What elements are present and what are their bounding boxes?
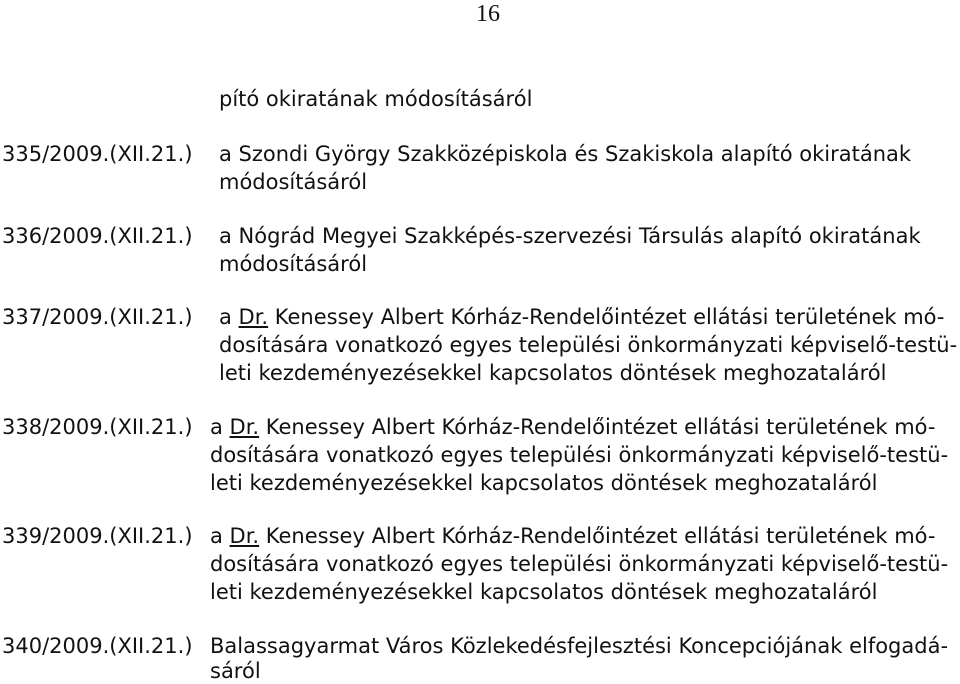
resolution-text-line: a Dr. Kenessey Albert Kórház-Rendelőintézet ellátási területének mó- bbox=[210, 524, 936, 548]
page-number: 16 bbox=[476, 1, 500, 27]
resolution-text-line: a Nógrád Megyei Szakképés-szervezési Társulás alapító okiratának bbox=[219, 224, 921, 248]
resolution-text-line: a Szondi György Szakközépiskola és Szakiskola alapító okiratának bbox=[219, 142, 912, 166]
resolution-text-line: dosítására vonatkozó egyes települési önkormányzati képviselő-testü- bbox=[210, 552, 949, 576]
resolution-number: 336/2009.(XII.21.) bbox=[2, 224, 193, 248]
resolution-text-line: Balassagyarmat Város Közlekedésfejlesztési Koncepciójának elfogadá- bbox=[210, 634, 949, 658]
dr-abbreviation: Dr. bbox=[229, 415, 260, 439]
resolution-text-line: dosítására vonatkozó egyes települési önkormányzati képviselő-testü- bbox=[210, 443, 949, 467]
resolution-text-line: sáról bbox=[210, 659, 261, 683]
resolution-text-line: leti kezdeményezésekkel kapcsolatos döntések meghozataláról bbox=[210, 471, 878, 495]
resolution-number: 337/2009.(XII.21.) bbox=[2, 305, 193, 329]
resolution-number: 340/2009.(XII.21.) bbox=[2, 634, 193, 658]
resolution-number: 339/2009.(XII.21.) bbox=[2, 524, 193, 548]
dr-abbreviation: Dr. bbox=[238, 305, 269, 329]
resolution-number: 338/2009.(XII.21.) bbox=[2, 415, 193, 439]
resolution-number: 335/2009.(XII.21.) bbox=[2, 142, 193, 166]
resolution-text-line: dosítására vonatkozó egyes települési önkormányzati képviselő-testü- bbox=[219, 333, 958, 357]
resolution-text-line: módosításáról bbox=[219, 252, 368, 276]
resolution-text-line: leti kezdeményezésekkel kapcsolatos döntések meghozataláról bbox=[219, 361, 887, 385]
resolution-text-line: módosításáról bbox=[219, 170, 368, 194]
resolution-text-line: leti kezdeményezésekkel kapcsolatos döntések meghozataláról bbox=[210, 580, 878, 604]
resolution-text-line: a Dr. Kenessey Albert Kórház-Rendelőintézet ellátási területének mó- bbox=[210, 415, 936, 439]
continuation-text: pító okiratának módosításáról bbox=[219, 87, 533, 111]
resolution-text-line: a Dr. Kenessey Albert Kórház-Rendelőintézet ellátási területének mó- bbox=[219, 305, 945, 329]
dr-abbreviation: Dr. bbox=[229, 524, 260, 548]
